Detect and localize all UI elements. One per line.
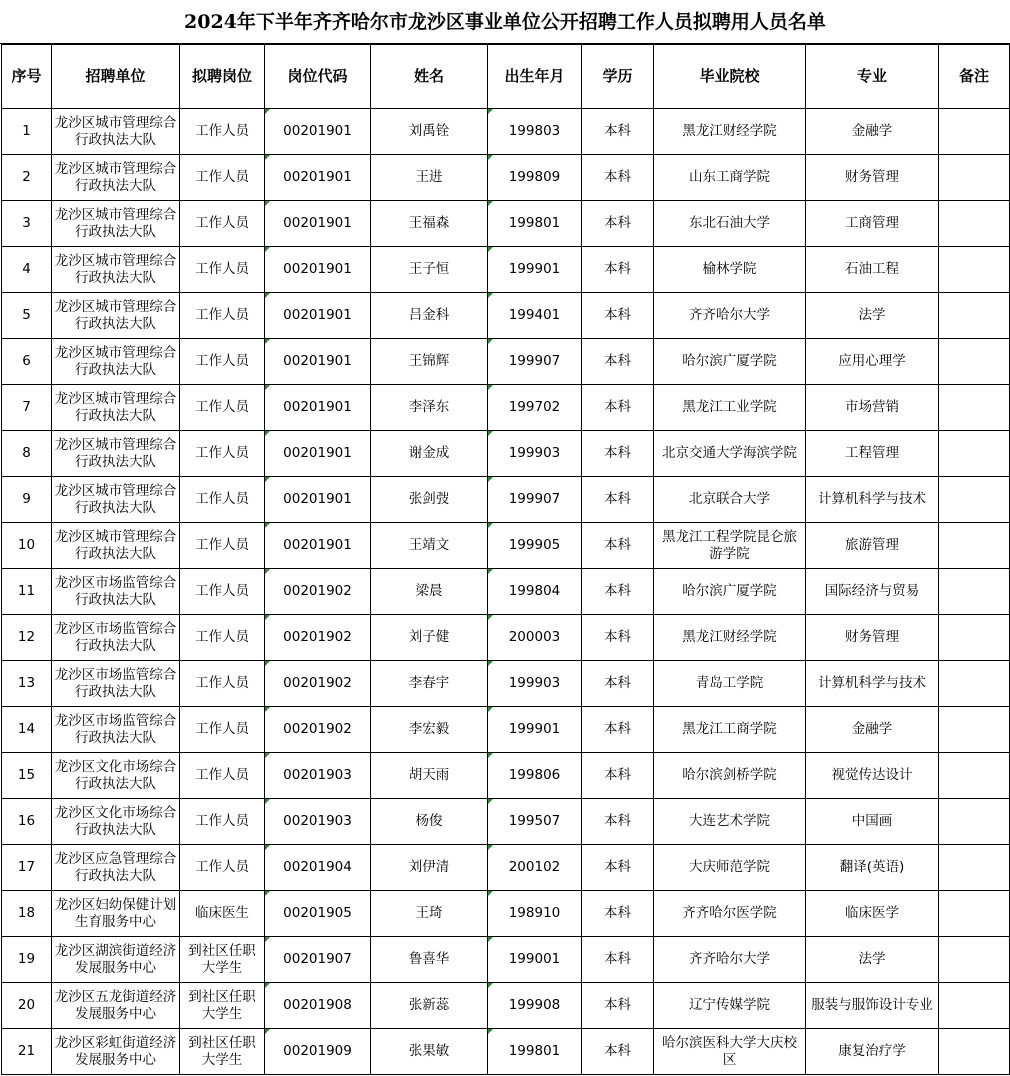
cell-no: 6 xyxy=(2,339,52,385)
cell-note xyxy=(939,891,1010,937)
cell-education: 本科 xyxy=(582,615,654,661)
cell-no: 18 xyxy=(2,891,52,937)
cell-note xyxy=(939,339,1010,385)
cell-note xyxy=(939,477,1010,523)
table-row xyxy=(2,293,1010,339)
cell-code: 00201902 xyxy=(265,661,371,707)
cell-note xyxy=(939,845,1010,891)
cell-unit: 龙沙区市场监管综合行政执法大队 xyxy=(52,569,180,615)
table-row xyxy=(2,937,1010,983)
cell-no: 11 xyxy=(2,569,52,615)
cell-note xyxy=(939,661,1010,707)
cell-note xyxy=(939,201,1010,247)
cell-major: 临床医学 xyxy=(806,891,939,937)
header-name: 姓名 xyxy=(371,45,488,109)
cell-education: 本科 xyxy=(582,707,654,753)
cell-post: 到社区任职大学生 xyxy=(180,1029,265,1075)
cell-birth: 198910 xyxy=(488,891,582,937)
header-row xyxy=(2,45,1010,109)
cell-major: 法学 xyxy=(806,293,939,339)
table-row xyxy=(2,983,1010,1029)
cell-birth: 199001 xyxy=(488,937,582,983)
cell-birth: 199401 xyxy=(488,293,582,339)
cell-unit: 龙沙区彩虹街道经济发展服务中心 xyxy=(52,1029,180,1075)
cell-school: 齐齐哈尔大学 xyxy=(654,293,806,339)
cell-note xyxy=(939,155,1010,201)
cell-no: 2 xyxy=(2,155,52,201)
cell-education: 本科 xyxy=(582,385,654,431)
cell-unit: 龙沙区应急管理综合行政执法大队 xyxy=(52,845,180,891)
cell-unit: 龙沙区城市管理综合行政执法大队 xyxy=(52,385,180,431)
cell-no: 8 xyxy=(2,431,52,477)
cell-post: 工作人员 xyxy=(180,293,265,339)
cell-no: 19 xyxy=(2,937,52,983)
cell-education: 本科 xyxy=(582,247,654,293)
cell-school: 黑龙江财经学院 xyxy=(654,615,806,661)
header-post: 拟聘岗位 xyxy=(180,45,265,109)
header-major: 专业 xyxy=(806,45,939,109)
cell-note xyxy=(939,109,1010,155)
table-row xyxy=(2,431,1010,477)
table-row xyxy=(2,201,1010,247)
cell-school: 大庆师范学院 xyxy=(654,845,806,891)
cell-name: 吕金科 xyxy=(371,293,488,339)
cell-education: 本科 xyxy=(582,339,654,385)
cell-no: 17 xyxy=(2,845,52,891)
cell-code: 00201902 xyxy=(265,615,371,661)
cell-name: 王进 xyxy=(371,155,488,201)
cell-unit: 龙沙区妇幼保健计划生育服务中心 xyxy=(52,891,180,937)
cell-post: 工作人员 xyxy=(180,845,265,891)
cell-unit: 龙沙区城市管理综合行政执法大队 xyxy=(52,247,180,293)
table-row xyxy=(2,891,1010,937)
cell-major: 财务管理 xyxy=(806,615,939,661)
cell-education: 本科 xyxy=(582,983,654,1029)
cell-code: 00201905 xyxy=(265,891,371,937)
cell-unit: 龙沙区城市管理综合行政执法大队 xyxy=(52,109,180,155)
cell-post: 工作人员 xyxy=(180,477,265,523)
cell-code: 00201901 xyxy=(265,155,371,201)
table-row xyxy=(2,707,1010,753)
cell-post: 工作人员 xyxy=(180,661,265,707)
cell-code: 00201901 xyxy=(265,523,371,569)
cell-major: 计算机科学与技术 xyxy=(806,661,939,707)
cell-no: 20 xyxy=(2,983,52,1029)
cell-education: 本科 xyxy=(582,891,654,937)
cell-unit: 龙沙区城市管理综合行政执法大队 xyxy=(52,293,180,339)
cell-name: 刘伊清 xyxy=(371,845,488,891)
table-row xyxy=(2,845,1010,891)
cell-education: 本科 xyxy=(582,155,654,201)
cell-no: 7 xyxy=(2,385,52,431)
cell-code: 00201901 xyxy=(265,339,371,385)
table-row xyxy=(2,615,1010,661)
cell-note xyxy=(939,615,1010,661)
cell-birth: 199801 xyxy=(488,1029,582,1075)
cell-post: 工作人员 xyxy=(180,569,265,615)
cell-post: 工作人员 xyxy=(180,339,265,385)
cell-unit: 龙沙区市场监管综合行政执法大队 xyxy=(52,615,180,661)
cell-birth: 199809 xyxy=(488,155,582,201)
table-row xyxy=(2,339,1010,385)
cell-birth: 199905 xyxy=(488,523,582,569)
cell-education: 本科 xyxy=(582,201,654,247)
cell-note xyxy=(939,385,1010,431)
cell-school: 哈尔滨广厦学院 xyxy=(654,569,806,615)
cell-post: 工作人员 xyxy=(180,615,265,661)
cell-post: 工作人员 xyxy=(180,523,265,569)
page-title: 2024年下半年齐齐哈尔市龙沙区事业单位公开招聘工作人员拟聘用人员名单 xyxy=(0,0,1010,44)
cell-name: 李春宇 xyxy=(371,661,488,707)
cell-unit: 龙沙区城市管理综合行政执法大队 xyxy=(52,339,180,385)
cell-name: 鲁喜华 xyxy=(371,937,488,983)
cell-no: 1 xyxy=(2,109,52,155)
cell-code: 00201902 xyxy=(265,707,371,753)
cell-birth: 199801 xyxy=(488,201,582,247)
cell-name: 谢金成 xyxy=(371,431,488,477)
cell-name: 梁晨 xyxy=(371,569,488,615)
cell-no: 10 xyxy=(2,523,52,569)
cell-name: 刘子健 xyxy=(371,615,488,661)
table-row xyxy=(2,155,1010,201)
cell-code: 00201909 xyxy=(265,1029,371,1075)
cell-code: 00201901 xyxy=(265,385,371,431)
cell-education: 本科 xyxy=(582,569,654,615)
header-unit: 招聘单位 xyxy=(52,45,180,109)
cell-no: 12 xyxy=(2,615,52,661)
cell-note xyxy=(939,431,1010,477)
cell-no: 13 xyxy=(2,661,52,707)
cell-post: 工作人员 xyxy=(180,155,265,201)
cell-note xyxy=(939,569,1010,615)
cell-name: 王福森 xyxy=(371,201,488,247)
cell-school: 黑龙江工商学院 xyxy=(654,707,806,753)
header-no: 序号 xyxy=(2,45,52,109)
cell-no: 21 xyxy=(2,1029,52,1075)
cell-major: 市场营销 xyxy=(806,385,939,431)
cell-code: 00201903 xyxy=(265,799,371,845)
cell-school: 北京交通大学海滨学院 xyxy=(654,431,806,477)
cell-code: 00201901 xyxy=(265,247,371,293)
cell-note xyxy=(939,799,1010,845)
cell-birth: 199803 xyxy=(488,109,582,155)
cell-school: 辽宁传媒学院 xyxy=(654,983,806,1029)
cell-birth: 199903 xyxy=(488,431,582,477)
cell-post: 工作人员 xyxy=(180,707,265,753)
header-note: 备注 xyxy=(939,45,1010,109)
cell-code: 00201901 xyxy=(265,477,371,523)
cell-post: 工作人员 xyxy=(180,109,265,155)
cell-major: 金融学 xyxy=(806,109,939,155)
table-row xyxy=(2,1029,1010,1075)
cell-birth: 199907 xyxy=(488,477,582,523)
cell-major: 工程管理 xyxy=(806,431,939,477)
cell-major: 石油工程 xyxy=(806,247,939,293)
cell-post: 工作人员 xyxy=(180,385,265,431)
cell-school: 哈尔滨医科大学大庆校区 xyxy=(654,1029,806,1075)
cell-unit: 龙沙区文化市场综合行政执法大队 xyxy=(52,799,180,845)
cell-school: 齐齐哈尔医学院 xyxy=(654,891,806,937)
table-row xyxy=(2,109,1010,155)
cell-birth: 199702 xyxy=(488,385,582,431)
cell-no: 14 xyxy=(2,707,52,753)
cell-name: 刘禹铨 xyxy=(371,109,488,155)
cell-note xyxy=(939,983,1010,1029)
cell-school: 大连艺术学院 xyxy=(654,799,806,845)
cell-unit: 龙沙区市场监管综合行政执法大队 xyxy=(52,661,180,707)
cell-no: 15 xyxy=(2,753,52,799)
cell-note xyxy=(939,247,1010,293)
cell-note xyxy=(939,707,1010,753)
cell-school: 黑龙江工业学院 xyxy=(654,385,806,431)
cell-no: 9 xyxy=(2,477,52,523)
cell-name: 王锦辉 xyxy=(371,339,488,385)
cell-birth: 199901 xyxy=(488,247,582,293)
cell-name: 胡天雨 xyxy=(371,753,488,799)
cell-major: 翻译(英语) xyxy=(806,845,939,891)
cell-education: 本科 xyxy=(582,799,654,845)
cell-major: 视觉传达设计 xyxy=(806,753,939,799)
cell-post: 到社区任职大学生 xyxy=(180,983,265,1029)
cell-school: 哈尔滨广厦学院 xyxy=(654,339,806,385)
cell-unit: 龙沙区文化市场综合行政执法大队 xyxy=(52,753,180,799)
cell-code: 00201901 xyxy=(265,293,371,339)
cell-no: 4 xyxy=(2,247,52,293)
cell-education: 本科 xyxy=(582,845,654,891)
cell-major: 工商管理 xyxy=(806,201,939,247)
cell-education: 本科 xyxy=(582,293,654,339)
cell-birth: 199507 xyxy=(488,799,582,845)
cell-code: 00201904 xyxy=(265,845,371,891)
cell-major: 服装与服饰设计专业 xyxy=(806,983,939,1029)
cell-education: 本科 xyxy=(582,109,654,155)
cell-name: 王子恒 xyxy=(371,247,488,293)
cell-code: 00201908 xyxy=(265,983,371,1029)
cell-school: 东北石油大学 xyxy=(654,201,806,247)
cell-birth: 199903 xyxy=(488,661,582,707)
cell-no: 5 xyxy=(2,293,52,339)
cell-note xyxy=(939,523,1010,569)
cell-name: 杨俊 xyxy=(371,799,488,845)
table-row xyxy=(2,799,1010,845)
cell-education: 本科 xyxy=(582,431,654,477)
cell-post: 工作人员 xyxy=(180,431,265,477)
cell-name: 王琦 xyxy=(371,891,488,937)
cell-post: 工作人员 xyxy=(180,201,265,247)
header-birth: 出生年月 xyxy=(488,45,582,109)
cell-unit: 龙沙区城市管理综合行政执法大队 xyxy=(52,523,180,569)
cell-major: 法学 xyxy=(806,937,939,983)
table-row xyxy=(2,523,1010,569)
cell-post: 到社区任职大学生 xyxy=(180,937,265,983)
cell-unit: 龙沙区市场监管综合行政执法大队 xyxy=(52,707,180,753)
cell-major: 应用心理学 xyxy=(806,339,939,385)
cell-post: 工作人员 xyxy=(180,753,265,799)
cell-education: 本科 xyxy=(582,753,654,799)
table-row xyxy=(2,477,1010,523)
cell-unit: 龙沙区五龙街道经济发展服务中心 xyxy=(52,983,180,1029)
cell-post: 工作人员 xyxy=(180,799,265,845)
cell-code: 00201903 xyxy=(265,753,371,799)
cell-code: 00201907 xyxy=(265,937,371,983)
cell-school: 青岛工学院 xyxy=(654,661,806,707)
cell-education: 本科 xyxy=(582,661,654,707)
cell-unit: 龙沙区城市管理综合行政执法大队 xyxy=(52,155,180,201)
cell-unit: 龙沙区城市管理综合行政执法大队 xyxy=(52,477,180,523)
cell-education: 本科 xyxy=(582,1029,654,1075)
cell-school: 黑龙江工程学院昆仑旅游学院 xyxy=(654,523,806,569)
table-row xyxy=(2,661,1010,707)
cell-unit: 龙沙区城市管理综合行政执法大队 xyxy=(52,431,180,477)
cell-school: 黑龙江财经学院 xyxy=(654,109,806,155)
cell-birth: 200102 xyxy=(488,845,582,891)
cell-name: 王靖文 xyxy=(371,523,488,569)
header-school: 毕业院校 xyxy=(654,45,806,109)
cell-unit: 龙沙区湖滨街道经济发展服务中心 xyxy=(52,937,180,983)
cell-major: 旅游管理 xyxy=(806,523,939,569)
table-row xyxy=(2,385,1010,431)
cell-name: 李泽东 xyxy=(371,385,488,431)
cell-birth: 199907 xyxy=(488,339,582,385)
cell-school: 山东工商学院 xyxy=(654,155,806,201)
cell-code: 00201901 xyxy=(265,109,371,155)
cell-birth: 199804 xyxy=(488,569,582,615)
cell-major: 中国画 xyxy=(806,799,939,845)
cell-name: 李宏毅 xyxy=(371,707,488,753)
cell-major: 计算机科学与技术 xyxy=(806,477,939,523)
table-row xyxy=(2,247,1010,293)
cell-name: 张果敏 xyxy=(371,1029,488,1075)
cell-no: 16 xyxy=(2,799,52,845)
cell-unit: 龙沙区城市管理综合行政执法大队 xyxy=(52,201,180,247)
cell-name: 张新蕊 xyxy=(371,983,488,1029)
cell-birth: 199908 xyxy=(488,983,582,1029)
cell-birth: 199806 xyxy=(488,753,582,799)
cell-code: 00201902 xyxy=(265,569,371,615)
cell-education: 本科 xyxy=(582,523,654,569)
cell-school: 哈尔滨剑桥学院 xyxy=(654,753,806,799)
header-education: 学历 xyxy=(582,45,654,109)
cell-birth: 199901 xyxy=(488,707,582,753)
cell-note xyxy=(939,1029,1010,1075)
cell-school: 齐齐哈尔大学 xyxy=(654,937,806,983)
personnel-table xyxy=(1,44,1010,1075)
table-row xyxy=(2,569,1010,615)
cell-code: 00201901 xyxy=(265,431,371,477)
header-code: 岗位代码 xyxy=(265,45,371,109)
cell-school: 北京联合大学 xyxy=(654,477,806,523)
cell-education: 本科 xyxy=(582,937,654,983)
cell-note xyxy=(939,293,1010,339)
cell-note xyxy=(939,753,1010,799)
table-row xyxy=(2,753,1010,799)
cell-major: 国际经济与贸易 xyxy=(806,569,939,615)
cell-post: 工作人员 xyxy=(180,247,265,293)
cell-major: 康复治疗学 xyxy=(806,1029,939,1075)
cell-post: 临床医生 xyxy=(180,891,265,937)
cell-birth: 200003 xyxy=(488,615,582,661)
cell-name: 张剑弢 xyxy=(371,477,488,523)
cell-major: 财务管理 xyxy=(806,155,939,201)
cell-education: 本科 xyxy=(582,477,654,523)
cell-code: 00201901 xyxy=(265,201,371,247)
cell-school: 榆林学院 xyxy=(654,247,806,293)
cell-major: 金融学 xyxy=(806,707,939,753)
cell-no: 3 xyxy=(2,201,52,247)
cell-note xyxy=(939,937,1010,983)
